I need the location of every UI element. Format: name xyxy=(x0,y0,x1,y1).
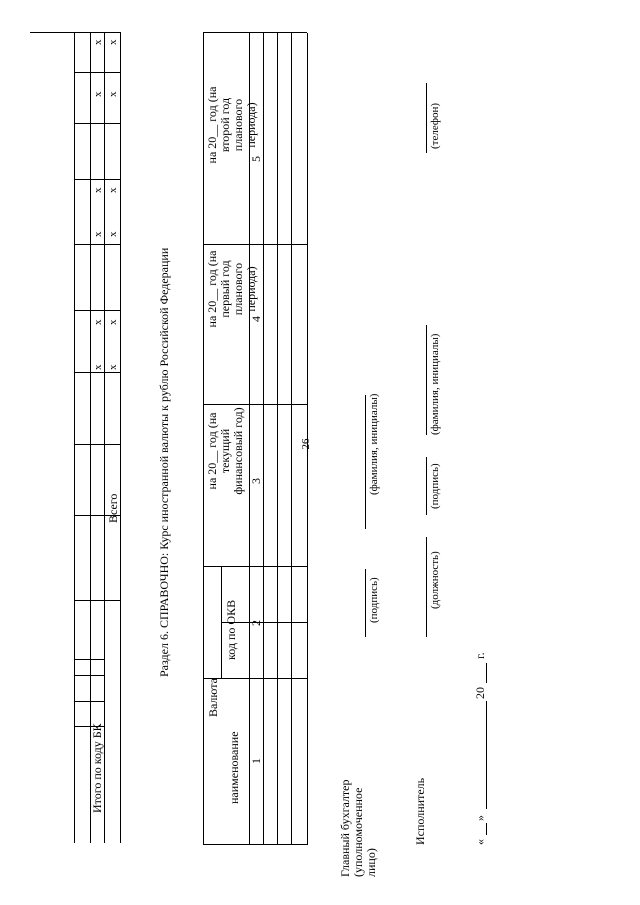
column-number: 2 xyxy=(249,620,263,626)
header-current-year: на 20__ год (на текущий финансовый год) xyxy=(205,407,245,495)
caption-full-name: (фамилия, инициалы) xyxy=(368,393,380,495)
row-label-total-bk: Итого по коду БК xyxy=(90,723,104,813)
caption-full-name: (фамилия, инициалы) xyxy=(429,333,441,435)
x-mark: x xyxy=(107,319,119,325)
caption-phone: (телефон) xyxy=(429,102,441,149)
date-quote-close: » xyxy=(473,815,487,821)
x-mark: x xyxy=(107,91,119,97)
x-mark: x xyxy=(92,187,104,193)
x-mark: x xyxy=(107,187,119,193)
header-name: наименование xyxy=(227,731,241,804)
column-number: 5 xyxy=(249,156,263,162)
header-second-plan-year: на 20__ год (на второй год планового периода) xyxy=(205,86,258,164)
section-title: Раздел 6. СПРАВОЧНО: Курс иностранной валюты к рублю Российской Федерации xyxy=(157,247,171,677)
header-okv-code: код по ОКВ xyxy=(224,599,238,660)
column-number: 3 xyxy=(249,478,263,484)
executor-label: Исполнитель xyxy=(413,777,427,845)
column-number: 1 xyxy=(249,758,263,764)
page-number: 26 xyxy=(300,438,312,450)
x-mark: x xyxy=(92,319,104,325)
total-label: Всего xyxy=(106,493,120,523)
x-mark: x xyxy=(107,364,119,370)
x-mark: x xyxy=(107,231,119,237)
caption-signature: (подпись) xyxy=(368,577,380,623)
x-mark: x xyxy=(92,91,104,97)
x-mark: x xyxy=(92,364,104,370)
x-mark: x xyxy=(107,39,119,45)
column-number: 4 xyxy=(249,316,263,322)
header-currency: Валюта xyxy=(206,678,220,717)
date-quote-open: « xyxy=(473,839,487,845)
header-first-plan-year: на 20__ год (на первый год планового периода) xyxy=(205,250,258,328)
date-year-prefix: 20 xyxy=(473,687,487,699)
caption-position: (должность) xyxy=(429,551,441,609)
date-year-suffix: г. xyxy=(473,652,487,659)
caption-signature: (подпись) xyxy=(429,463,441,509)
x-mark: x xyxy=(92,39,104,45)
chief-accountant-label: Главный бухгалтер (уполномоченное лицо) xyxy=(338,779,378,877)
x-mark: x xyxy=(92,231,104,237)
